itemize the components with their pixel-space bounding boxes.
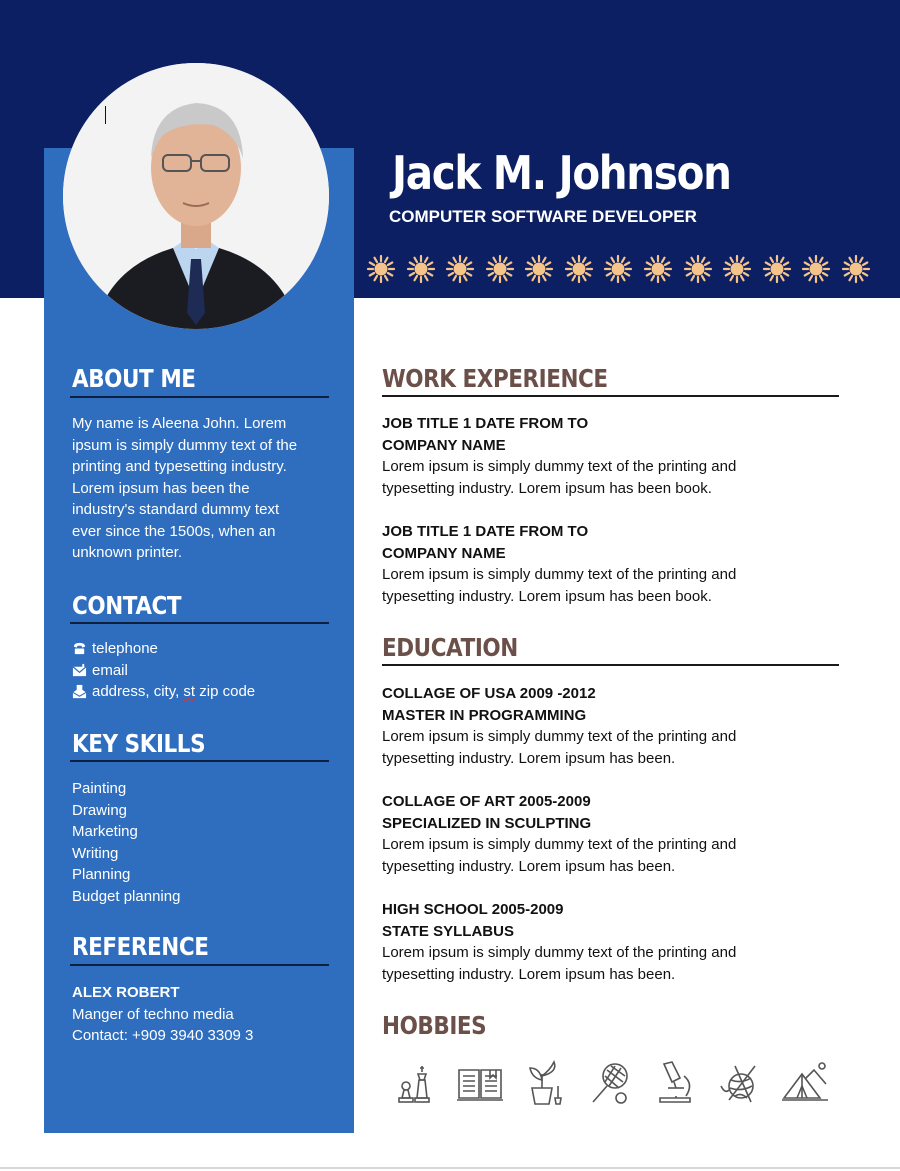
job-role: COMPUTER SOFTWARE DEVELOPER: [389, 207, 697, 226]
contact-email: [72, 660, 334, 682]
camping-icon: [780, 1058, 830, 1108]
about-line: ipsum is simply dummy text of the: [72, 436, 298, 454]
work-title: JOB TITLE 1 DATE FROM TO: [382, 523, 589, 540]
about-divider: [70, 396, 329, 398]
work-desc: typesetting industry. Lorem ipsum has been book.: [382, 480, 712, 498]
skill-item: Drawing: [72, 801, 128, 819]
sun-icon: [683, 254, 713, 284]
contact-address: [72, 681, 334, 703]
sun-icon: [524, 254, 554, 284]
contact-list: [72, 638, 334, 703]
contact-heading: CONTACT: [72, 591, 182, 620]
reference-block: [72, 982, 334, 1047]
chess-icon: [390, 1058, 440, 1108]
reference-heading: REFERENCE: [72, 932, 209, 961]
sun-decoration-row: [366, 254, 871, 284]
sun-icon: [564, 254, 594, 284]
address-text: [92, 681, 255, 703]
sun-icon: [445, 254, 475, 284]
education-desc: typesetting industry. Lorem ipsum has been.: [382, 858, 676, 876]
knitting-icon: [715, 1058, 765, 1108]
work-company: COMPANY NAME: [382, 544, 506, 562]
book-icon: [455, 1058, 505, 1108]
profile-photo: [63, 63, 329, 329]
education-degree: MASTER IN PROGRAMMING: [382, 706, 587, 724]
education-degree: SPECIALIZED IN SCULPTING: [382, 814, 592, 832]
address-part: address, city,: [92, 683, 184, 700]
skills-divider: [70, 760, 329, 762]
work-entry: [382, 413, 842, 500]
about-text: [72, 413, 334, 564]
education-school: COLLAGE OF USA 2009 -2012: [382, 685, 596, 702]
about-line: Lorem ipsum has been the: [72, 479, 250, 497]
work-desc: Lorem ipsum is simply dummy text of the printing and: [382, 458, 737, 476]
skill-item: Planning: [72, 866, 131, 883]
address-icon: [72, 684, 87, 699]
sun-icon: [841, 254, 871, 284]
page-bottom-edge: [0, 1167, 900, 1169]
sun-icon: [801, 254, 831, 284]
work-heading: WORK EXPERIENCE: [382, 364, 608, 393]
telephone-icon: [72, 641, 87, 656]
contact-telephone: [72, 638, 334, 660]
text-cursor: [105, 106, 106, 124]
sun-icon: [485, 254, 515, 284]
reference-name: ALEX ROBERT: [72, 984, 180, 1001]
reference-title: Manger of techno media: [72, 1005, 234, 1023]
education-desc: Lorem ipsum is simply dummy text of the printing and: [382, 728, 737, 746]
skill-item: Writing: [72, 844, 119, 862]
skill-item: Budget planning: [72, 887, 181, 905]
gardening-icon: [520, 1058, 570, 1108]
education-degree: STATE SYLLABUS: [382, 922, 514, 940]
education-desc: Lorem ipsum is simply dummy text of the printing and: [382, 944, 737, 962]
person-name: Jack M. Johnson: [392, 146, 731, 200]
work-desc: Lorem ipsum is simply dummy text of the printing and: [382, 566, 737, 584]
skills-heading: KEY SKILLS: [72, 729, 206, 758]
education-divider: [382, 664, 839, 666]
email-text: email: [92, 661, 128, 679]
education-desc: typesetting industry. Lorem ipsum has been.: [382, 966, 676, 984]
sun-icon: [762, 254, 792, 284]
skill-item: Painting: [72, 780, 127, 797]
about-line: printing and typesetting industry.: [72, 458, 287, 475]
about-line: My name is Aleena John. Lorem: [72, 415, 287, 432]
about-line: industry's standard dummy text: [72, 501, 280, 518]
about-heading: ABOUT ME: [72, 364, 196, 393]
tennis-icon: [585, 1058, 635, 1108]
email-icon: [72, 663, 87, 678]
education-entry: [382, 683, 842, 770]
sun-icon: [603, 254, 633, 284]
work-title: JOB TITLE 1 DATE FROM TO: [382, 415, 589, 432]
telephone-text: telephone: [92, 640, 158, 657]
about-line: ever since the 1500s, when an: [72, 522, 276, 540]
education-entry: [382, 791, 842, 878]
education-heading: EDUCATION: [382, 633, 518, 662]
hobbies-icons: [390, 1058, 830, 1110]
reference-divider: [70, 964, 329, 966]
education-entry: [382, 899, 842, 986]
sun-icon: [722, 254, 752, 284]
sun-icon: [366, 254, 396, 284]
contact-divider: [70, 622, 329, 624]
sun-icon: [406, 254, 436, 284]
education-school: COLLAGE OF ART 2005-2009: [382, 793, 591, 810]
address-part: zip code: [195, 683, 256, 700]
hobbies-heading: HOBBIES: [382, 1011, 487, 1040]
education-desc: Lorem ipsum is simply dummy text of the printing and: [382, 836, 737, 854]
skills-list: [72, 778, 334, 907]
work-company: COMPANY NAME: [382, 436, 506, 454]
work-divider: [382, 395, 839, 397]
reference-contact: Contact: +909 3940 3309 3: [72, 1027, 254, 1044]
sun-icon: [643, 254, 673, 284]
work-entry: [382, 521, 842, 608]
work-desc: typesetting industry. Lorem ipsum has been book.: [382, 588, 712, 606]
address-state: st: [183, 683, 196, 700]
skill-item: Marketing: [72, 823, 138, 840]
about-line: unknown printer.: [72, 544, 183, 561]
education-school: HIGH SCHOOL 2005-2009: [382, 901, 564, 918]
microscope-icon: [650, 1058, 700, 1108]
education-desc: typesetting industry. Lorem ipsum has been.: [382, 750, 676, 768]
